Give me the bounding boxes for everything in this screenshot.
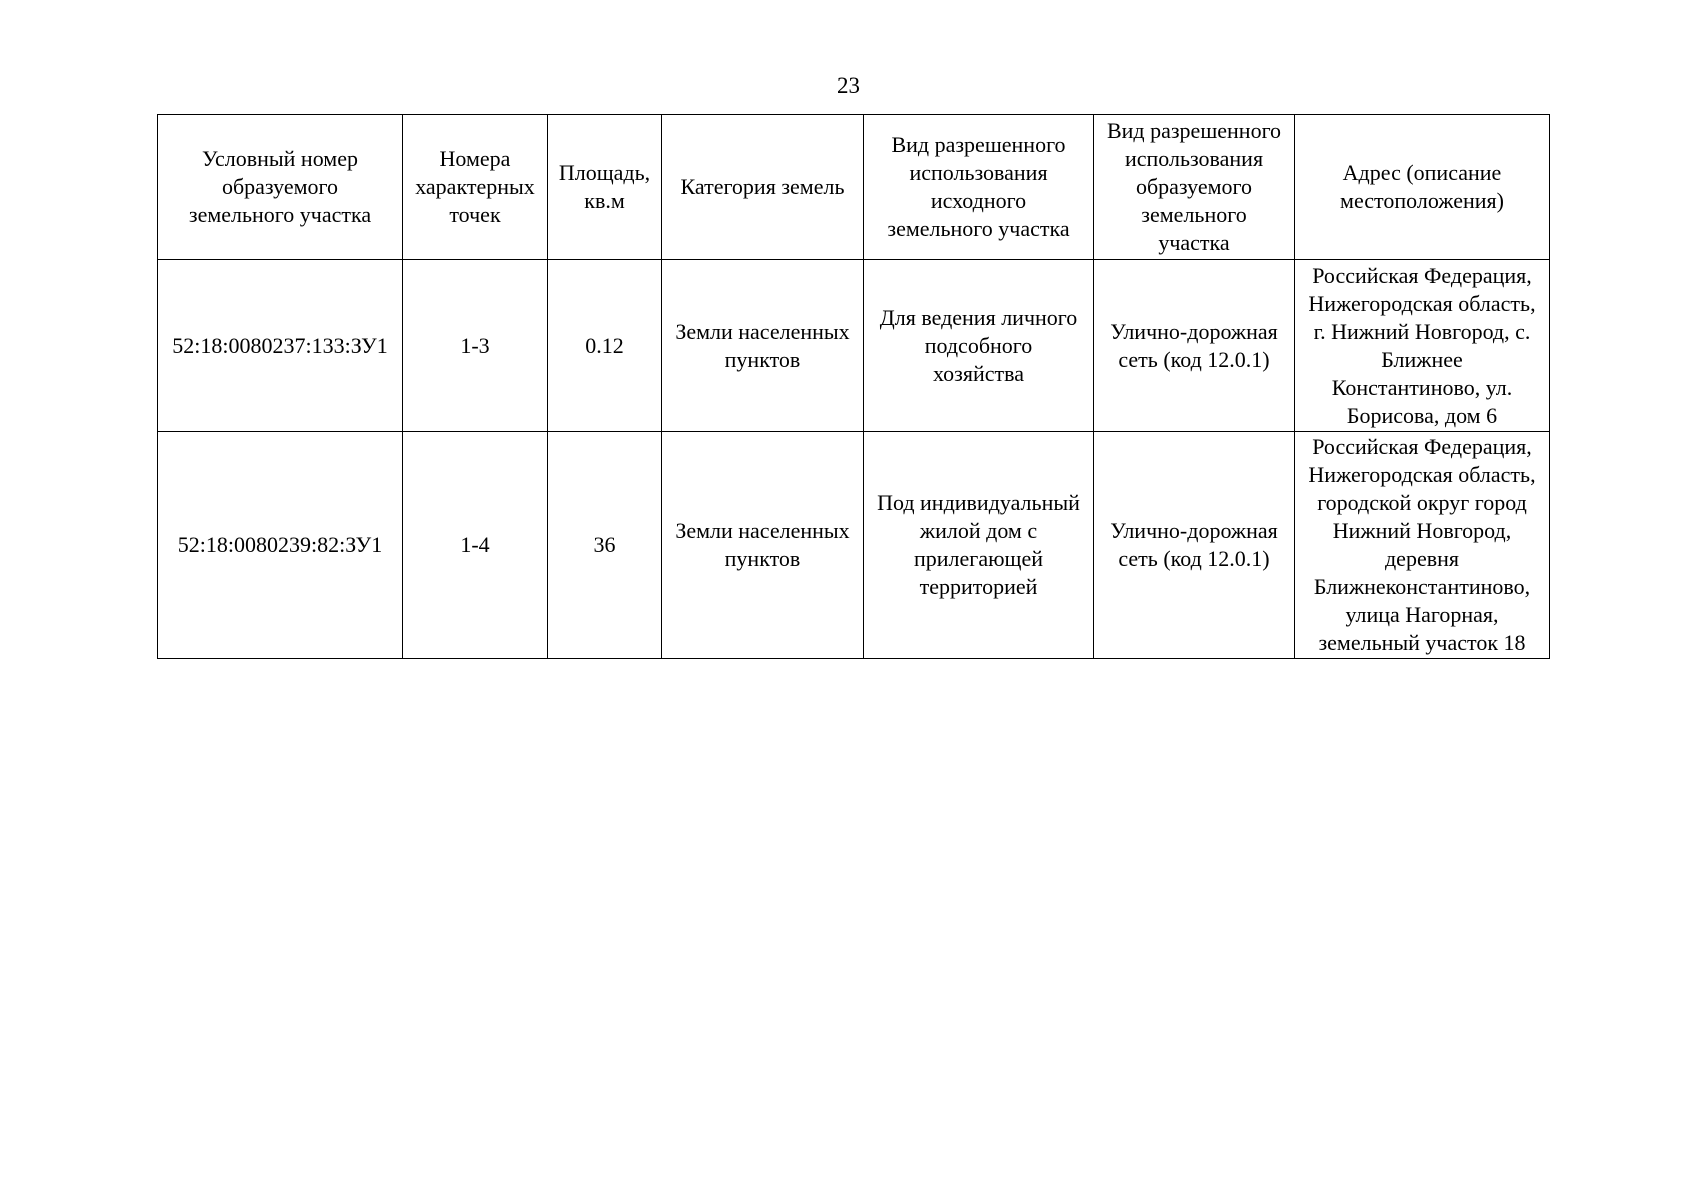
cell-land-category: Земли населенных пунктов xyxy=(662,260,864,432)
land-plots-table xyxy=(157,114,1550,659)
header-cell-land-category: Категория земель xyxy=(662,115,864,260)
cell-plot-number: 52:18:0080237:133:ЗУ1 xyxy=(158,260,403,432)
cell-area: 0.12 xyxy=(548,260,662,432)
cell-source-use: Для ведения личного подсобного хозяйства xyxy=(864,260,1094,432)
table-header-row xyxy=(158,115,1550,260)
cell-plot-number: 52:18:0080239:82:ЗУ1 xyxy=(158,432,403,659)
cell-land-category: Земли населенных пунктов xyxy=(662,432,864,659)
header-cell-plot-number: Условный номер образуемого земельного участка xyxy=(158,115,403,260)
cell-points: 1-4 xyxy=(403,432,548,659)
page-number: 23 xyxy=(837,73,860,98)
cell-source-use: Под индивидуальный жилой дом с прилегающей территорией xyxy=(864,432,1094,659)
cell-points: 1-3 xyxy=(403,260,548,432)
header-cell-formed-use: Вид разрешенного использования образуемого земельного участка xyxy=(1094,115,1295,260)
table-row xyxy=(158,260,1550,432)
header-cell-source-use: Вид разрешенного использования исходного земельного участка xyxy=(864,115,1094,260)
header-cell-points: Номера характерных точек xyxy=(403,115,548,260)
header-cell-area: Площадь, кв.м xyxy=(548,115,662,260)
cell-formed-use: Улично-дорожная сеть (код 12.0.1) xyxy=(1094,432,1295,659)
header-cell-address: Адрес (описание местоположения) xyxy=(1295,115,1550,260)
cell-area: 36 xyxy=(548,432,662,659)
table-row xyxy=(158,432,1550,659)
cell-formed-use: Улично-дорожная сеть (код 12.0.1) xyxy=(1094,260,1295,432)
cell-address: Российская Федерация, Нижегородская область, г. Нижний Новгород, с. Ближнее Константиново, ул. Борисова, дом 6 xyxy=(1295,260,1550,432)
cell-address: Российская Федерация, Нижегородская область, городской округ город Нижний Новгород, деревня Ближнеконстантиново, улица Нагорная, земельный участок 18 xyxy=(1295,432,1550,659)
